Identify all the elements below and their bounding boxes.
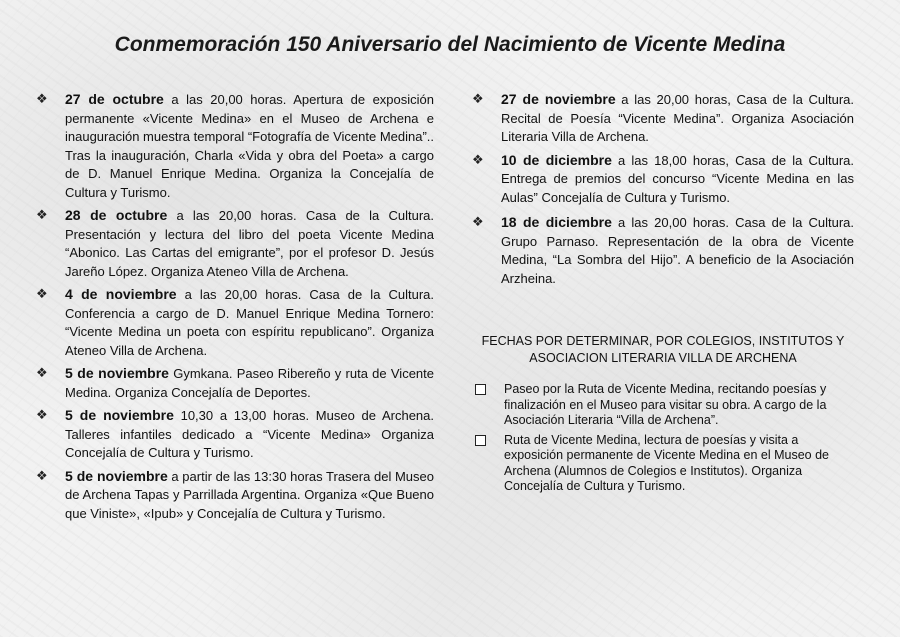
event-description: a las 20,00 horas. Casa de la Cultura. Presentación y lectura del libro del poeta Vicente Medina “Abonico. Las Cartas del emigrante”, por el profesor D. Jesús Jareño López. Organiza Ateneo Villa de Archena. <box>65 208 434 279</box>
checklist <box>472 382 854 499</box>
event-date: 27 de noviembre <box>501 91 616 107</box>
page-title: Conmemoración 150 Aniversario del Nacimiento de Vicente Medina <box>114 33 786 56</box>
event-date: 5 de noviembre <box>65 467 168 484</box>
diamond-bullet-icon: ❖ <box>472 151 484 167</box>
diamond-bullet-icon: ❖ <box>472 91 484 106</box>
event-item <box>36 285 434 360</box>
event-item <box>36 206 434 281</box>
diamond-bullet-icon: ❖ <box>36 207 48 222</box>
event-date: 18 de diciembre <box>501 214 612 230</box>
event-item <box>472 90 854 147</box>
event-description: a partir de las 13:30 horas Trasera del Museo de Archena Tapas y Parrillada Argentina. Organiza «Que Bueno que Viniste», «Ipub» y Concejalía de Cultura y Turismo. <box>65 468 434 521</box>
event-description: a las 20,00 horas. Casa de la Cultura. Conferencia a cargo de D. Manuel Enrique Medina Tornero: “Vicente Medina un poeta con espíritu republicano”. Organiza Ateneo Villa de Archena. <box>65 287 434 358</box>
event-description: a las 18,00 horas, Casa de la Cultura. Entrega de premios del concurso “Vicente Medina en las Aulas” Concejalía de Cultura y Turismo. <box>501 152 854 205</box>
event-item <box>36 406 434 463</box>
event-date: 10 de diciembre <box>501 151 612 168</box>
checklist-text: Paseo por la Ruta de Vicente Medina, recitando poesías y finalización en el Museo para visitar su obra. A cargo de la Asociación Literaria “Villa de Archena”. <box>504 382 827 427</box>
event-date: 5 de noviembre <box>65 365 169 381</box>
event-date: 27 de octubre <box>65 91 164 107</box>
checkbox-icon <box>475 435 486 446</box>
event-description: a las 20,00 horas. Casa de la Cultura. Grupo Parnaso. Representación de la obra de Vicente Medina, “La Sombra del Hijo”. A beneficio de la Asociación Arzheina. <box>501 215 854 286</box>
event-date: 5 de noviembre <box>65 407 174 423</box>
left-column <box>36 90 434 527</box>
event-description: 10,30 a 13,00 horas. Museo de Archena. Talleres infantiles dedicado a “Vicente Medina» Organiza Concejalía de Cultura y Turismo. <box>65 408 434 460</box>
event-item <box>36 467 434 524</box>
event-item <box>36 364 434 402</box>
diamond-bullet-icon: ❖ <box>36 286 48 301</box>
checklist-item <box>472 382 854 429</box>
event-date: 28 de octubre <box>65 207 168 223</box>
event-item <box>36 90 434 202</box>
subheading-line: FECHAS POR DETERMINAR, POR COLEGIOS, INSTITUTOS Y <box>481 334 845 348</box>
checklist-item <box>472 433 854 495</box>
right-column <box>472 90 854 294</box>
event-date: 4 de noviembre <box>65 286 177 302</box>
checkbox-icon <box>475 384 486 395</box>
diamond-bullet-icon: ❖ <box>36 365 48 380</box>
event-description: a las 20,00 horas, Casa de la Cultura. Recital de Poesía “Vicente Medina”. Organiza Asociación Literaria Villa de Archena. <box>501 92 854 144</box>
section-subheading <box>472 333 854 367</box>
diamond-bullet-icon: ❖ <box>36 467 48 483</box>
event-item <box>472 151 854 208</box>
diamond-bullet-icon: ❖ <box>36 407 48 422</box>
diamond-bullet-icon: ❖ <box>472 214 484 229</box>
event-description: Gymkana. Paseo Ribereño y ruta de Vicente Medina. Organiza Concejalía de Deportes. <box>65 366 434 400</box>
checklist-text: Ruta de Vicente Medina, lectura de poesías y visita a exposición permanente de Vicente Medina en el Museo de Archena (Alumnos de Colegios e Institutos). Organiza Concejalía de Cultura y Turismo. <box>504 432 829 493</box>
event-description: a las 20,00 horas. Apertura de exposición permanente «Vicente Medina» en el Museo de Archena e inauguración muestra temporal “Fotografía de Vicente Medina”.. Tras la inauguración, Charla «Vida y obra del Poeta» a cargo de D. Manuel Enrique Medina. Organiza la Concejalía de Cultura y Turismo. <box>65 92 435 200</box>
event-item <box>472 213 854 288</box>
subheading-line: ASOCIACION LITERARIA VILLA DE ARCHENA <box>529 351 797 365</box>
diamond-bullet-icon: ❖ <box>36 91 48 106</box>
